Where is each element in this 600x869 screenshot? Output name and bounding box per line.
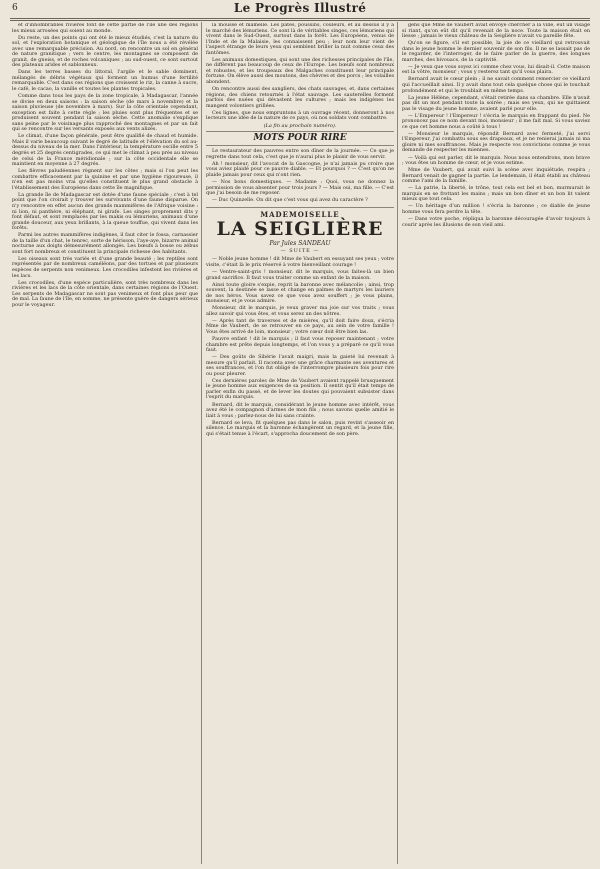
paragraph: — Voilà qui est parler, dit le marquis. Nous nous entendrons, mon brave ; vous êtes un homme de cœur, et je vous estime.: [402, 154, 590, 167]
feuilleton-paragraph: — Des goûts de Sibérie l'avait maigri, mais la gaieté lui revenait à mesure qu'il parlait. Il raconta avec une grâce charmante ses aventures et ses souffrances, et l'on fut obligé de l'interrompre plusieurs fois pour rire ou pour pleurer.: [206, 354, 394, 377]
feuilleton-paragraph: Ainsi toute gloire s'expie, reprit la baronne avec mélancolie ; ainsi, trop souvent, la destinée se lasse et change en palmes de martyrs les lauriers de nos héros. Vous savez ce que vous avez souffert ; je vous plains, monsieur, et je vous admire.: [206, 281, 394, 305]
paragraph: — Un héritage d'un million ! s'écria la baronne ; ce diable de jeune homme vous fera perdre la tête.: [402, 203, 590, 215]
joke: — Nos bons domestiques. — Madame : Quoi, vous ne donnez la permission de vous absenter pour trois jours ? — Mais oui, ma fille. — C'est que j'ai besoin de me reposer.: [206, 179, 394, 197]
section-rule: [206, 207, 394, 208]
feuilleton-suite: — SUITE —: [280, 247, 320, 254]
paragraph: La grande île de Madagascar est dotée d'une faune spéciale ; c'est à tel point que l'on croirait y trouver les survivants d'une faune disparue. On n'y rencontre en effet aucun des grands mammifères de l'Afrique voisine : ni lion, ni panthère, ni éléphant, ni girafe. Les singes proprement dits y font défaut, et sont remplacés par les makis ou lémuriens, animaux d'une grande douceur, aux yeux brillants, à la queue touffue, qui vivent dans les forêts.: [12, 191, 198, 232]
paragraph: gens que Mme de Vaubert avait envoyé chercher à la ville, eut un visage si riant, qu'on eût dit qu'il revenait de la noce. Toute la maison était en liesse ; jamais le vieux château de la Seiglière n'avait vu pareille fête.: [402, 23, 590, 40]
feuilleton-kicker: MADEMOISELLE: [260, 209, 340, 219]
continuation-note: (La fin au prochain numéro).: [263, 122, 337, 129]
paragraph: — Monsieur le marquis, répondit Bernard avec fermeté, j'ai servi l'Empereur, j'ai combattu sous ses drapeaux, et je ne renierai jamais ni ma gloire ni mes souffrances. Mais je respecte vos convictions comme je vous demande de respecter les miennes.: [402, 130, 590, 154]
paragraph: et d'innombrables rivières font de cette partie de l'île une des régions les mieux arrosées qui soient au monde.: [12, 23, 198, 34]
feuilleton-paragraph: — Après tant de traverses et de misères, qu'il doit faire doux, s'écria Mme de Vaubert, de se retrouver en ce pays, au sein de votre famille ! Vous êtes arrivé de loin, monsieur ; votre cœur doit être bien las.: [206, 317, 394, 335]
feuilleton-paragraph: Pauvre enfant ! dit le marquis ; il faut vous reposer maintenant ; votre chambre est prête depuis longtemps, et l'on vous y a préparé ce qu'il vous faut.: [206, 336, 394, 354]
paragraph: La jeune Hélène, cependant, s'était retirée dans sa chambre. Elle n'avait pas dit un mot pendant toute la soirée ; mais ses yeux, qui ne quittaient pas le visage du jeune homme, avaient parlé pour elle.: [402, 94, 590, 112]
column-divider: [397, 22, 398, 864]
feuilleton-paragraph: Bernard, dit le marquis, considérant le jeune homme avec intérêt, vous avez été le compagnon d'armes de mon fils ; nous savons quelle amitié le liait à vous ; parlez-nous de lui sans crainte.: [206, 401, 394, 419]
paragraph: Qu'on se figure, s'il est possible, la joie de ce vieillard qui retrouvait dans le jeune homme le dernier souvenir de son fils. Il ne se lassait pas de le regarder, de l'interroger, de le faire parler de la guerre, des longues marches, des bivouacs, de la captivité.: [402, 40, 590, 63]
paragraph: Le climat, d'une façon générale, peut être qualifié de chaud et humide. Mais il varie beaucoup suivant le degré de latitude et l'élévation du sol au-dessus du niveau de la mer. Dans l'intérieur, la température oscille entre 5 degrés et 25 degrés centigrades, ce qui met le climat à peu près au niveau de celui de la France méridionale ; sur la côte occidentale elle se maintient en moyenne à 27 degrés.: [12, 133, 198, 168]
joke: Ah ! monsieur, dit l'avocat de la Gascogne, je n'ai jamais pu croire que vous aviez plaidé pour ce pauvre diable. — Et pourquoi ? — C'est qu'on ne plaide jamais pour ceux qui n'ont rien.: [206, 160, 394, 179]
joke: — Duc Quinzelle. On dit que c'est vous qui avez du caractère ?: [212, 197, 368, 204]
article-column-3: [402, 23, 590, 863]
paragraph: Les crocodiles, d'une espèce particulière, sont très nombreux dans les rivières et les lacs de la côte orientale, dans certaines régions de l'Ouest. Les serpents de Madagascar ne sont pas venimeux et font plus peur que de mal. La faune de l'île, en somme, ne présente guère de dangers sérieux pour le voyageur.: [12, 279, 198, 308]
paragraph: Ces lignes, que nous empruntons à un ouvrage récent, donneront à nos lecteurs une idée de la nature de ce pays, où nos soldats vont combattre.: [206, 109, 394, 122]
feuilleton-title: LA SEIGLIÈRE: [216, 218, 384, 241]
paragraph: — Dans votre poche, répliqua la baronne découragée d'avoir toujours à courir après les illusions de son vieil ami.: [402, 216, 590, 228]
header-rule: [10, 18, 590, 19]
paragraph: la mousse et mamelle. Les pâtes, poussins, couleurs, et au dessus il y a le marché des lémuriens. Ce sont là de véritables singes, ces lémuriens qui vivent dans le Sud-Ouest, surtout dans la forêt. Les Européens, venus de l'Inde et de la Malaisie, les connaissent peu ; leur nom leur vient de l'aspect étrange de leurs yeux qui semblent briller la nuit comme ceux des fantômes.: [206, 23, 394, 56]
joke: Le restaurateur des pauvres entre son dîner de la journée. — Ce que je regrette dans tout cela, c'est que je n'aurai plus le plaisir de vous servir.: [206, 148, 394, 160]
page-header: [0, 0, 600, 18]
feuilleton-paragraph: — Ventre-saint-gris ! monsieur, dit le marquis, vous faites-là un bien grand sacrifice. Il faut vous traiter comme un enfant de la maison.: [206, 269, 394, 281]
paragraph: Les fièvres paludéennes règnent sur les côtes ; mais si l'on peut les combattre efficacement par la quinine et par une hygiène rigoureuse, il n'en est pas moins vrai qu'elles constituent le plus grand obstacle à l'établissement des Européens dans cette île magnifique.: [12, 168, 198, 191]
paragraph: — La patrie, la liberté, le trône, tout cela est bel et bon, murmurait le marquis en se frottant les mains ; mais un bon dîner et un bon lit valent mieux que tout cela.: [402, 185, 590, 203]
article-column-1: [12, 23, 198, 863]
feuilleton-author: Par Jules SANDEAU: [269, 240, 331, 248]
paragraph: Les animaux domestiques, qui sont une des richesses principales de l'île, ne diffèrent pas beaucoup de ceux de l'Europe. Les bœufs sont nombreux et robustes, et les troupeaux des Malgaches constituent leur principale fortune. On élève aussi des moutons, des chèvres et des porcs ; les volailles abondent.: [206, 56, 394, 85]
paragraph: Du reste, un des points qui ont été le mieux étudiés, c'est la nature du sol, et l'exploration botanique et géologique de l'île nous a été révélée avec une remarquable précision. Au nord, on rencontre un sol en général de nature granitique ; vers le centre, les montagnes se composent de granit, de gneiss, et de roches volcaniques ; au sud-ouest, ce sont surtout des plateaux arides et sablonneux.: [12, 34, 198, 69]
feuilleton-paragraph: — Noble jeune homme ! dit Mme de Vaubert en essuyant ses yeux ; votre visite, c'était là le prix réservé à votre bienveillant courage !: [206, 256, 394, 268]
paragraph: Dans les terres basses du littoral, l'argile et le sable dominent, mélangés de débris végétaux qui forment un humus d'une fertilité remarquable. C'est dans ces régions que croissent le riz, la canne à sucre, le café, le cacao, la vanille et toutes les plantes tropicales.: [12, 69, 198, 93]
feuilleton-paragraph: Bernard se leva, fit quelques pas dans le salon, puis revint s'asseoir en silence. Le marquis et la baronne échangèrent un regard, et la jeune fille, qui s'était tenue à l'écart, s'approcha doucement de son père.: [206, 419, 394, 437]
feuilleton-paragraph: Ces dernières paroles de Mme de Vaubert avaient rappelé brusquement le jeune homme aux exigences de sa position. Il sentit qu'il était temps de parler enfin du passé, et de lever les doutes qui pouvaient subsister dans l'esprit du marquis.: [206, 377, 394, 401]
masthead-title: Le Progrès Illustré: [233, 1, 367, 15]
mots-pour-rire-heading: MOTS POUR RIRE: [206, 131, 394, 146]
paragraph: Bernard avait le cœur plein ; il ne savait comment remercier ce vieillard qui l'accueillait ainsi. Il y avait dans tout cela quelque chose qui le touchait profondément et qui le troublait en même temps.: [402, 76, 590, 94]
paragraph: Mme de Vaubert, qui avait suivi la scène avec inquiétude, respira ; Bernard venait de gagner la partie. Le lendemain, il était établi au château comme l'ami de la famille.: [402, 167, 590, 185]
article-column-2: [206, 23, 394, 863]
paragraph: Parmi les autres mammifères indigènes, il faut citer le fossa, carnassier de la taille d'un chat, le tenrec, sorte de hérisson, l'aye-aye, bizarre animal nocturne aux doigts démesurément allongés. Les bœufs à bosse ou zébus sont fort nombreux et constituent la principale richesse des habitants.: [12, 232, 198, 255]
feuilleton-paragraph: Monsieur, dit le marquis, je veux graver ma joie sur vos traits ; vous allez savoir qui vous êtes, et vous serez un des nôtres.: [206, 305, 394, 317]
paragraph: On rencontre aussi des sangliers, des chats sauvages, et, dans certaines régions, des chiens retournés à l'état sauvage. Les sauterelles forment parfois des nuées qui dévastent les cultures ; mais les indigènes les mangent volontiers grillées.: [206, 86, 394, 109]
column-divider: [201, 22, 202, 864]
paragraph: — Je veux que vous soyez ici comme chez vous, lui disait-il. Cette maison est la vôtre, monsieur ; vous y resterez tant qu'il vous plaira.: [402, 63, 590, 76]
paragraph: Comme dans tous les pays de la zone tropicale, à Madagascar, l'année se divise en deux saisons : la saison sèche (de mars à novembre) et la saison pluvieuse (de novembre à mars). Sur la côte orientale cependant, exception est faite à cette règle ; les pluies sont plus fréquentes et se produisent souvent pendant la saison sèche. Cette anomalie s'explique sans peine par le voisinage plus rapproché des montagnes et par un fait qui se rencontre sur les versants exposés aux vents alizés.: [12, 93, 198, 133]
paragraph: — L'Empereur ! l'Empereur ! s'écria le marquis en frappant du pied. Ne prononcez pas ce nom devant moi, monsieur ; il me fait mal. Si vous saviez ce que cet homme nous a coûté à tous !: [402, 112, 590, 130]
paragraph: Les oiseaux sont très variés et d'une grande beauté ; les reptiles sont représentés par de nombreux caméléons, par des tortues et par plusieurs espèces de serpents non venimeux. Les crocodiles infestent les rivières et les lacs.: [12, 255, 198, 279]
header-rule-2: [10, 20, 590, 21]
page-number: 6: [12, 3, 18, 13]
